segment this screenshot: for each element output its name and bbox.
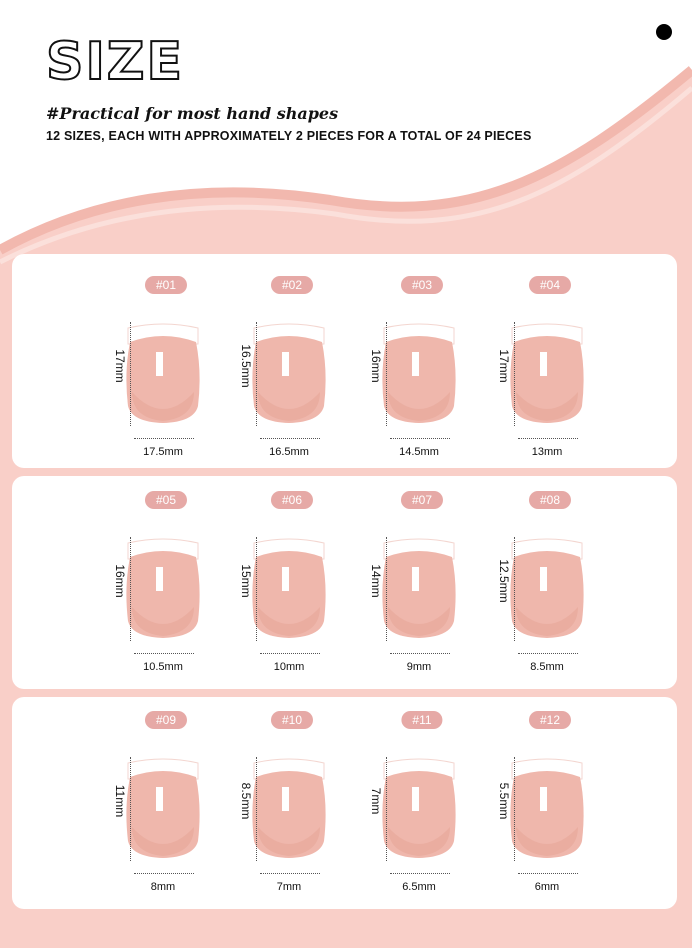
- size-item: [96, 711, 236, 911]
- size-item: [222, 276, 362, 476]
- size-item: [480, 711, 620, 911]
- length-marker-line: [130, 322, 131, 426]
- length-marker-line: [130, 537, 131, 641]
- length-marker-line: [256, 322, 257, 426]
- length-label: 16.5mm: [239, 344, 253, 388]
- length-label: 8.5mm: [239, 782, 253, 820]
- length-label: 7mm: [369, 787, 383, 815]
- width-label: 10.5mm: [143, 661, 183, 673]
- width-label: 16.5mm: [269, 446, 309, 458]
- length-marker-line: [514, 537, 515, 641]
- width-marker-line: [390, 653, 450, 654]
- width-label: 8mm: [150, 881, 176, 893]
- page-title: SIZE: [46, 32, 185, 92]
- width-label: 6mm: [534, 881, 560, 893]
- width-marker-line: [390, 438, 450, 439]
- size-badge: #08: [529, 491, 571, 509]
- size-item: [480, 491, 620, 691]
- size-item: [352, 276, 492, 476]
- length-marker-line: [256, 537, 257, 641]
- size-badge: #07: [401, 491, 443, 509]
- nail-image: [508, 322, 586, 426]
- length-marker-line: [130, 757, 131, 861]
- nail-image: [380, 537, 458, 641]
- width-marker-line: [134, 873, 194, 874]
- length-label: 17mm: [113, 349, 127, 383]
- width-marker-line: [134, 438, 194, 439]
- nail-image: [124, 757, 202, 861]
- nail-image: [250, 537, 328, 641]
- nail-image: [250, 757, 328, 861]
- black-dot: [656, 24, 672, 40]
- size-badge: #11: [401, 711, 442, 729]
- width-marker-line: [518, 653, 578, 654]
- nail-image: [380, 322, 458, 426]
- width-marker-line: [518, 438, 578, 439]
- description: 12 SIZES, EACH WITH APPROXIMATELY 2 PIECES FOR A TOTAL OF 24 PIECES: [46, 129, 532, 143]
- size-badge: #01: [145, 276, 187, 294]
- size-badge: #10: [271, 711, 313, 729]
- width-label: 6.5mm: [402, 881, 436, 893]
- size-item: [480, 276, 620, 476]
- length-label: 16mm: [113, 564, 127, 598]
- width-marker-line: [260, 438, 320, 439]
- size-badge: #05: [145, 491, 187, 509]
- nail-image: [250, 322, 328, 426]
- width-marker-line: [260, 873, 320, 874]
- length-marker-line: [514, 322, 515, 426]
- size-item: [352, 711, 492, 911]
- length-label: 11mm: [113, 784, 127, 818]
- width-label: 8.5mm: [530, 661, 564, 673]
- size-badge: #04: [529, 276, 571, 294]
- size-badge: #02: [271, 276, 313, 294]
- length-label: 12.5mm: [497, 559, 511, 603]
- size-item: [96, 491, 236, 691]
- length-marker-line: [386, 537, 387, 641]
- width-label: 13mm: [531, 446, 563, 458]
- length-marker-line: [386, 757, 387, 861]
- length-label: 17mm: [497, 349, 511, 383]
- width-marker-line: [260, 653, 320, 654]
- length-marker-line: [256, 757, 257, 861]
- size-badge: #12: [529, 711, 571, 729]
- width-marker-line: [518, 873, 578, 874]
- length-label: 5.5mm: [497, 782, 511, 820]
- width-label: 17.5mm: [143, 446, 183, 458]
- nail-image: [124, 537, 202, 641]
- nail-image: [380, 757, 458, 861]
- length-label: 14mm: [369, 564, 383, 598]
- width-label: 14.5mm: [399, 446, 439, 458]
- size-badge: #06: [271, 491, 313, 509]
- size-item: [222, 491, 362, 691]
- size-item: [222, 711, 362, 911]
- length-marker-line: [386, 322, 387, 426]
- nail-image: [508, 757, 586, 861]
- nail-image: [508, 537, 586, 641]
- length-marker-line: [514, 757, 515, 861]
- width-marker-line: [134, 653, 194, 654]
- length-label: 15mm: [239, 564, 253, 598]
- size-badge: #09: [145, 711, 187, 729]
- size-item: [352, 491, 492, 691]
- nail-image: [124, 322, 202, 426]
- width-label: 9mm: [406, 661, 432, 673]
- subtitle: #Practical for most hand shapes: [46, 104, 339, 123]
- size-badge: #03: [401, 276, 443, 294]
- size-item: [96, 276, 236, 476]
- width-label: 10mm: [273, 661, 305, 673]
- width-marker-line: [390, 873, 450, 874]
- length-label: 16mm: [369, 349, 383, 383]
- width-label: 7mm: [276, 881, 302, 893]
